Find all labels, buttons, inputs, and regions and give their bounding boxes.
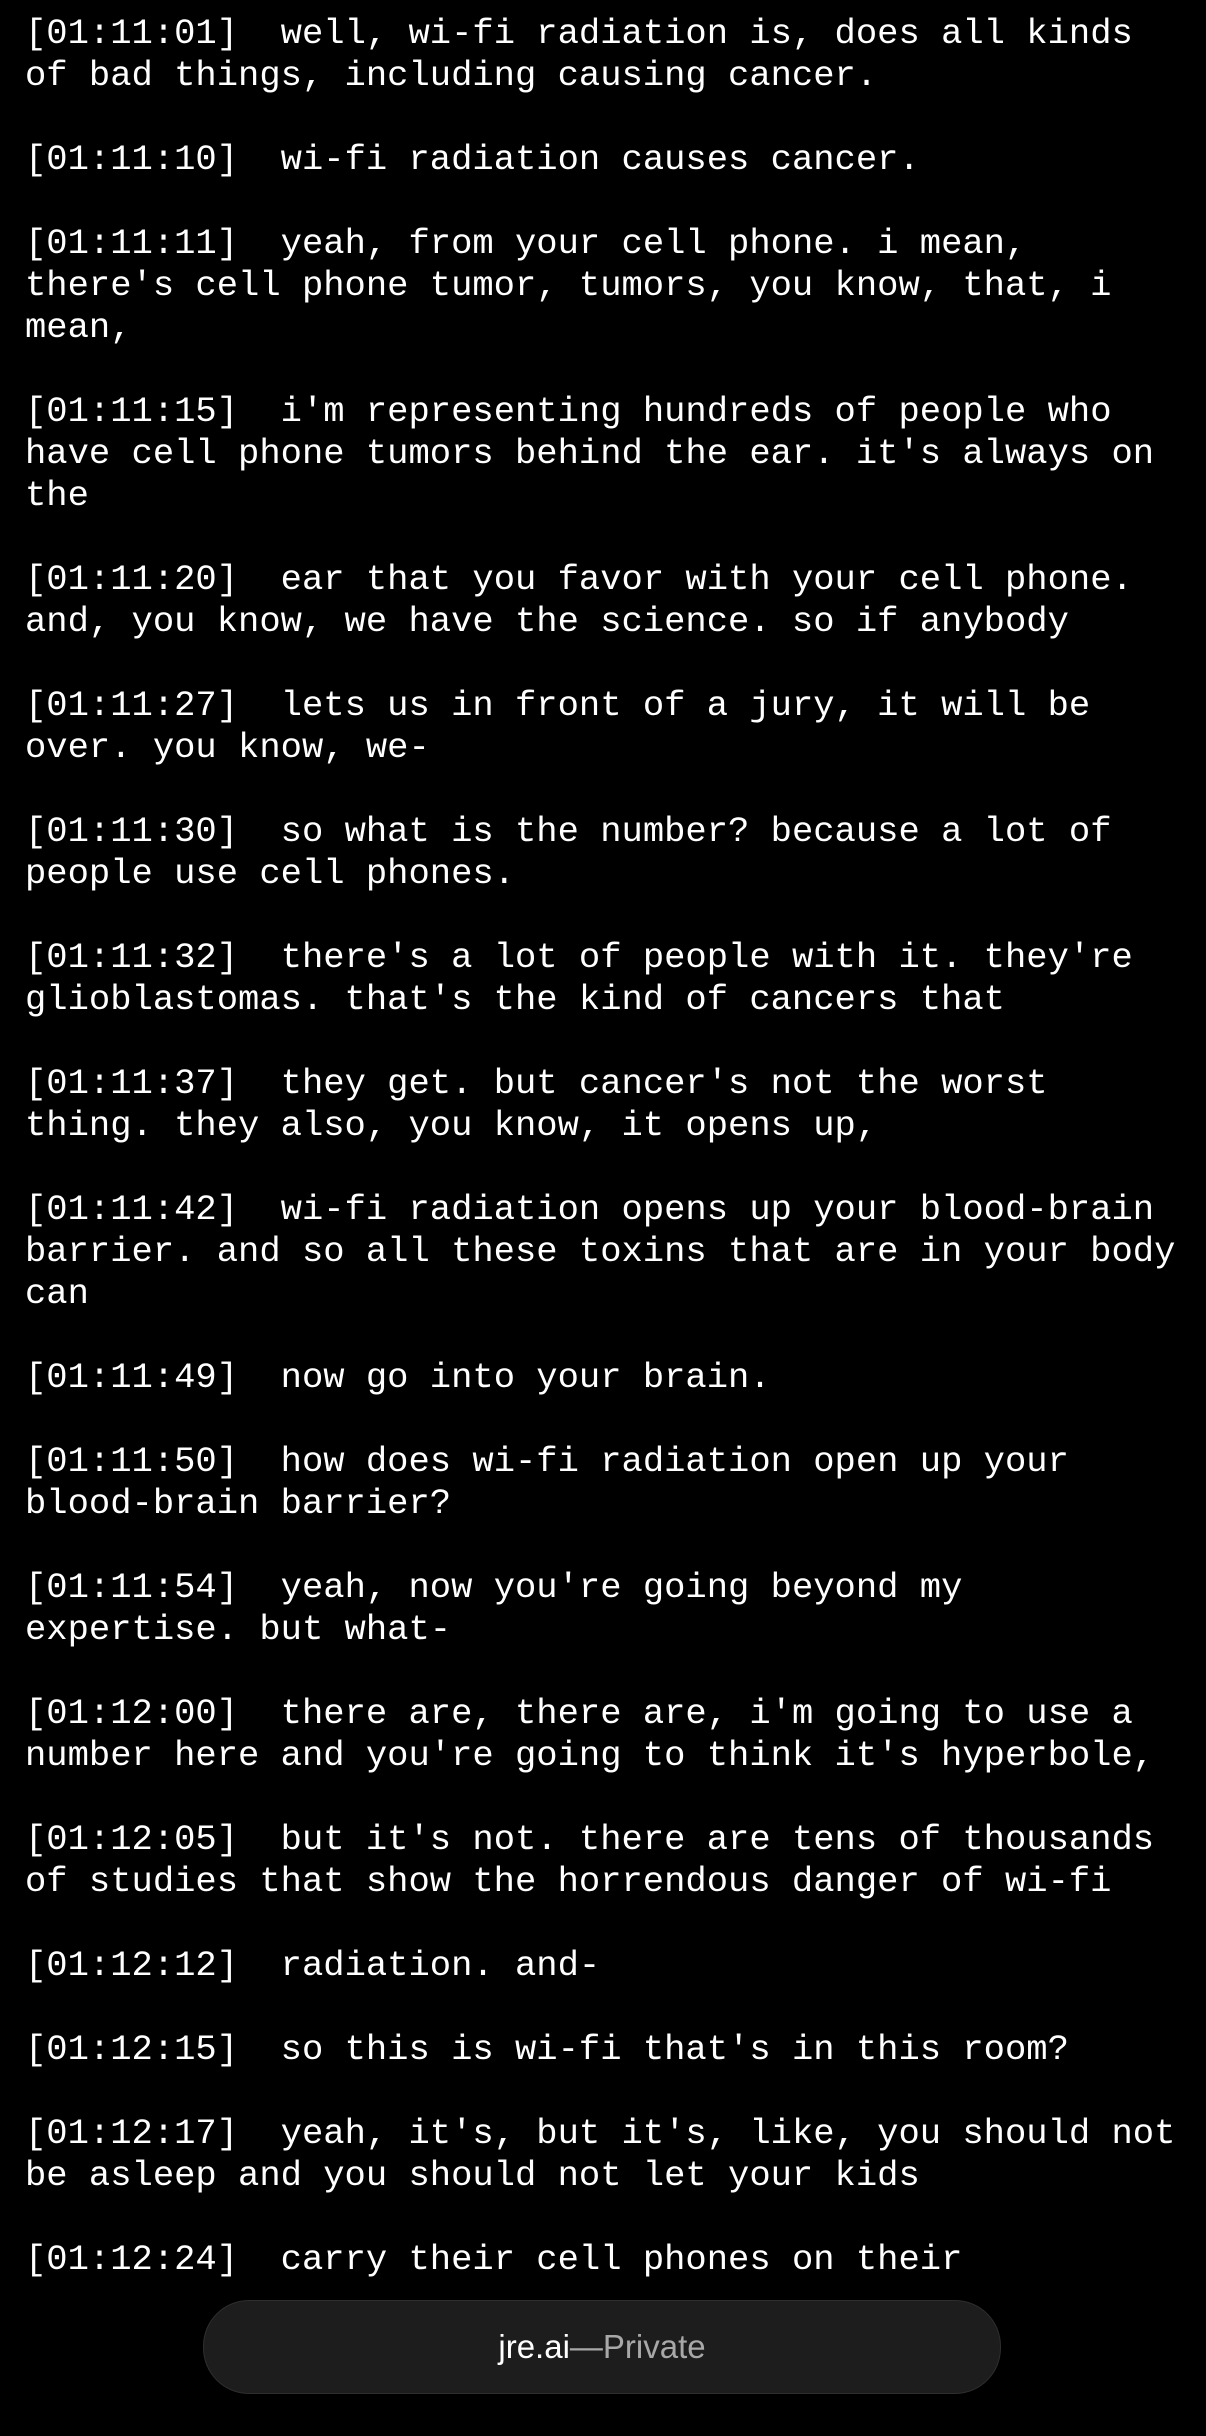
timestamp: [01:11:54] (25, 1567, 239, 1608)
timestamp: [01:12:00] (25, 1693, 239, 1734)
timestamp: [01:11:01] (25, 13, 239, 54)
transcript-text: wi-fi radiation opens up your blood-brain barrier. and so all these toxins that are in your body can (25, 1189, 1197, 1314)
timestamp: [01:11:49] (25, 1357, 239, 1398)
timestamp: [01:11:15] (25, 391, 239, 432)
transcript-text: yeah, it's, but it's, like, you should not be asleep and you should not let your kids (25, 2113, 1197, 2196)
transcript-entry (25, 559, 1185, 643)
transcript-entry (25, 685, 1185, 769)
transcript-entry (25, 937, 1185, 1021)
transcript-text: but it's not. there are tens of thousands of studies that show the horrendous danger of wi-fi (25, 1819, 1176, 1902)
transcript-text: yeah, now you're going beyond my expertise. but what- (25, 1567, 984, 1650)
transcript-entry (25, 2113, 1197, 2197)
timestamp: [01:12:05] (25, 1819, 239, 1860)
transcript-entry (25, 2239, 1185, 2281)
transcript-entry (25, 1945, 1185, 1987)
transcript-text: so this is wi-fi that's in this room? (280, 2029, 1069, 2070)
transcript-text: lets us in front of a jury, it will be over. you know, we- (25, 685, 1112, 768)
address-bar-separator: — (569, 2328, 603, 2365)
transcript-entry (25, 811, 1185, 895)
transcript-text: carry their cell phones on their (280, 2239, 963, 2280)
transcript-entry (25, 1441, 1185, 1525)
transcript-text: so what is the number? because a lot of people use cell phones. (25, 811, 1133, 894)
transcript-entry (25, 1357, 1185, 1399)
transcript-entry (25, 139, 1185, 181)
transcript-text: ear that you favor with your cell phone. and, you know, we have the science. so if anybody (25, 559, 1155, 642)
transcript-entry (25, 13, 1185, 97)
transcript-entry (25, 1567, 1185, 1651)
timestamp: [01:11:11] (25, 223, 239, 264)
transcript (25, 13, 1197, 2323)
timestamp: [01:11:10] (25, 139, 239, 180)
timestamp: [01:12:24] (25, 2239, 239, 2280)
transcript-entry (25, 1189, 1197, 1315)
transcript-entry (25, 391, 1185, 517)
transcript-text: well, wi-fi radiation is, does all kinds of bad things, including causing cancer. (25, 13, 1155, 96)
transcript-entry (25, 1693, 1185, 1777)
transcript-text: there are, there are, i'm going to use a number here and you're going to think it's hyperbole, (25, 1693, 1155, 1776)
timestamp: [01:11:32] (25, 937, 239, 978)
timestamp: [01:11:42] (25, 1189, 239, 1230)
transcript-text: yeah, from your cell phone. i mean, there's cell phone tumor, tumors, you know, that, i mean, (25, 223, 1133, 348)
transcript-text: radiation. and- (280, 1945, 601, 1986)
transcript-entry (25, 1819, 1185, 1903)
transcript-text: wi-fi radiation causes cancer. (280, 139, 920, 180)
timestamp: [01:12:12] (25, 1945, 239, 1986)
transcript-text: they get. but cancer's not the worst thing. they also, you know, it opens up, (25, 1063, 1069, 1146)
address-bar-mode: Private (602, 2328, 706, 2365)
transcript-entry (25, 2029, 1185, 2071)
address-bar[interactable] (203, 2300, 1001, 2394)
transcript-text: i'm representing hundreds of people who have cell phone tumors behind the ear. it's always on the (25, 391, 1176, 516)
transcript-text: there's a lot of people with it. they're glioblastomas. that's the kind of cancers that (25, 937, 1155, 1020)
timestamp: [01:11:37] (25, 1063, 239, 1104)
transcript-text: how does wi-fi radiation open up your blood-brain barrier? (25, 1441, 1091, 1524)
transcript-entry (25, 223, 1185, 349)
transcript-entry (25, 1063, 1185, 1147)
timestamp: [01:11:50] (25, 1441, 239, 1482)
timestamp: [01:12:17] (25, 2113, 239, 2154)
timestamp: [01:11:30] (25, 811, 239, 852)
address-bar-domain: jre.ai (498, 2328, 570, 2365)
transcript-text: now go into your brain. (280, 1357, 771, 1398)
timestamp: [01:11:20] (25, 559, 239, 600)
timestamp: [01:11:27] (25, 685, 239, 726)
timestamp: [01:12:15] (25, 2029, 239, 2070)
